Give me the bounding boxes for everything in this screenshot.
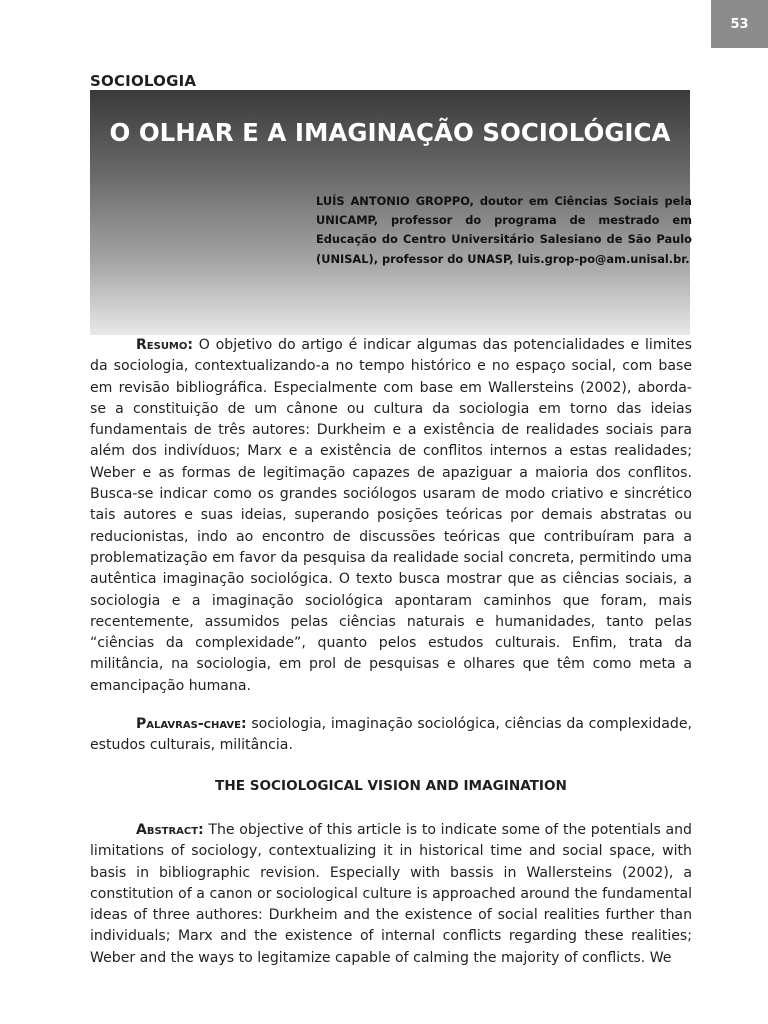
- resumo-paragraph: [90, 335, 692, 697]
- author-info: LUÍS ANTONIO GROPPO, doutor em Ciências Sociais pela UNICAMP, professor do programa de mestrado em Educação do Centro Universitário Salesiano de São Paulo (UNISAL), professor do UNASP, luis.grop-po@am.unisal.br.: [316, 194, 692, 266]
- keywords-label: Palavras-chave:: [136, 716, 247, 732]
- keywords-paragraph: [90, 714, 692, 757]
- article-title: O OLHAR E A IMAGINAÇÃO SOCIOLÓGICA: [109, 118, 671, 147]
- abstract-label: Abstract:: [136, 822, 204, 838]
- page-number: 53: [711, 0, 768, 48]
- abstract-text: The objective of this article is to indicate some of the potentials and limitations of sociology, contextualizing it in historical time and social space, with basis in bibliographic revision. Especially with bassis in Wallersteins (2002), a constitution of a canon or sociological culture is approached around the fundamental ideas of three authores: Durkheim and the existence of social realities further than individuals; Marx and the existence of internal conflicts regarding these realities; Weber and the ways to legitamize capable of calming the majority of conflicts. We: [90, 822, 692, 966]
- resumo-label: Resumo:: [136, 337, 193, 353]
- section-label: SOCIOLOGIA: [90, 72, 197, 90]
- resumo-text: O objetivo do artigo é indicar algumas das potencialidades e limites da sociologia, contextualizando-a no tempo histórico e no espaço social, com base em revisão bibliográfica. Especialmente com base em Wallersteins (2002), aborda-se a constituição de um cânone ou cultura da sociologia em torno das ideias fundamentais de três autores: Durkheim e a existência de realidades sociais para além dos indivíduos; Marx e a existência de conflitos internos a estas realidades; Weber e as formas de legitimação capazes de apaziguar a maioria dos conflitos. Busca-se indicar como os grandes sociólogos usaram de modo criativo e sincrético tais autores e suas ideias, superando posições teóricas por demais abstratas ou reducionistas, indo ao encontro de discussões teóricas que contribuíram para a problematização em favor da pesquisa da realidade social concreta, permitindo uma autêntica imaginação sociológica. O texto busca mostrar que as ciências sociais, a sociologia e a imaginação sociológica apontaram caminhos que foram, mais recentemente, assumidos pelas ciências naturais e humanidades, tanto pelas “ciências da complexidade”, quanto pelos estudos culturais. Enfim, trata da militância, na sociologia, em prol de pesquisas e olhares que têm como meta a emancipação humana.: [90, 337, 693, 694]
- english-title: THE SOCIOLOGICAL VISION AND IMAGINATION: [215, 778, 567, 794]
- abstract-paragraph: [90, 820, 692, 969]
- keywords-text: sociologia, imaginação sociológica, ciências da complexidade, estudos culturais, militância.: [90, 716, 693, 754]
